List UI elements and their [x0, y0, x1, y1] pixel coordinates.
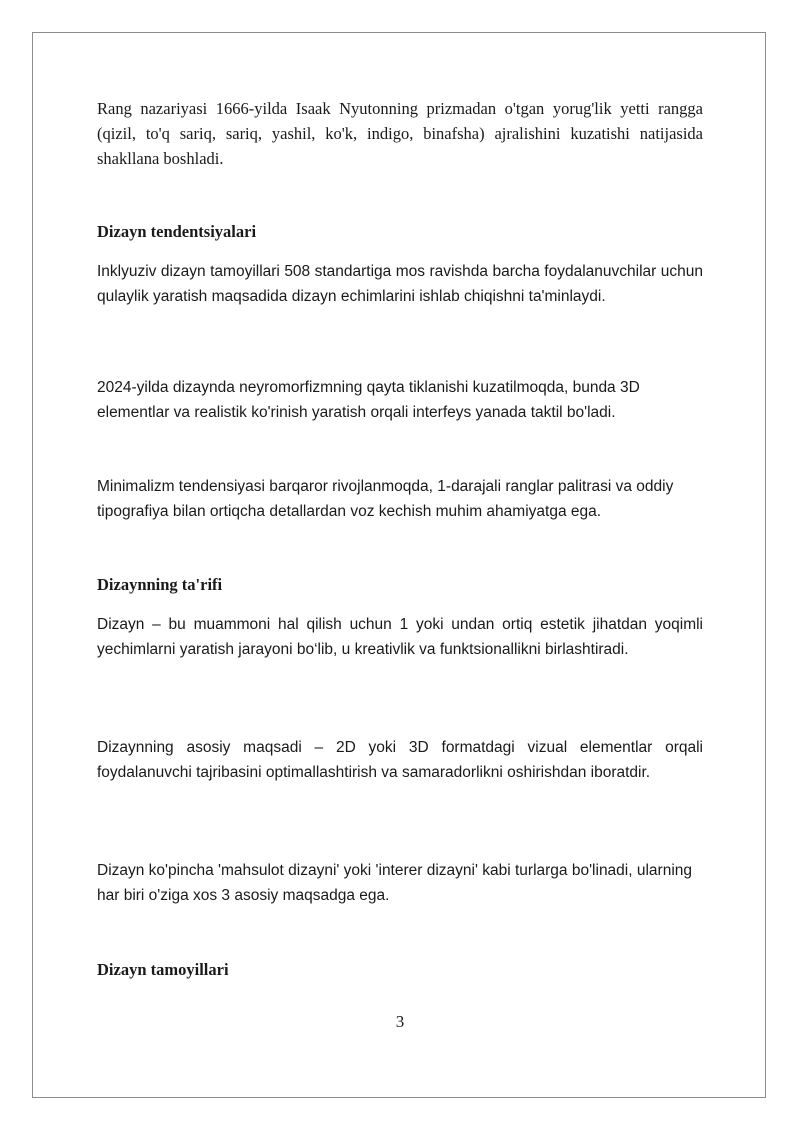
page-number: 3	[395, 1012, 405, 1031]
paragraph-design-types: Dizayn ko'pincha 'mahsulot dizayni' yoki 'interer dizayni' kabi turlarga bo'linadi, ularning har biri o'ziga xos 3 asosiy maqsadga ega.	[97, 862, 693, 904]
paragraph-minimalism: Minimalizm tendensiyasi barqaror rivojlanmoqda, 1-darajali ranglar palitrasi va oddiy tipografiya bilan ortiqcha detallardan voz kechish muhim ahamiyatga ega.	[97, 478, 674, 520]
paragraph-neumorphism: 2024-yilda dizaynda neyromorfizmning qayta tiklanishi kuzatilmoqda, bunda 3D elementlar va realistik ko'rinish yaratish orqali interfeys yanada taktil bo'ladi.	[97, 379, 640, 421]
paragraph-design-definition: Dizayn – bu muammoni hal qilish uchun 1 yoki undan ortiq estetik jihatdan yoqimli yechimlarni yaratish jarayoni bo‘lib, u kreativlik va funktsionallikni birlashtiradi.	[97, 616, 703, 658]
paragraph-color-theory: Rang nazariyasi 1666-yilda Isaak Nyutonning prizmadan o'tgan yorug'lik yetti rangga (qizil, to'q sariq, sariq, yashil, ko'k, indigo, binafsha) ajralishini kuzatishi natijasida shakllana boshladi.	[97, 99, 703, 168]
page-border	[32, 32, 766, 1098]
heading-design-trends: Dizayn tendentsiyalari	[97, 222, 257, 241]
heading-design-definition: Dizaynning ta'rifi	[97, 575, 223, 594]
heading-design-principles: Dizayn tamoyillari	[97, 960, 229, 979]
paragraph-design-goal: Dizaynning asosiy maqsadi – 2D yoki 3D formatdagi vizual elementlar orqali foydalanuvchi tajribasini optimallashtirish va samaradorlikni oshirishdan iboratdir.	[97, 739, 703, 781]
paragraph-inclusive-design: Inklyuziv dizayn tamoyillari 508 standartiga mos ravishda barcha foydalanuvchilar uchun qulaylik yaratish maqsadida dizayn echimlarini ishlab chiqishni ta'minlaydi.	[97, 263, 703, 305]
